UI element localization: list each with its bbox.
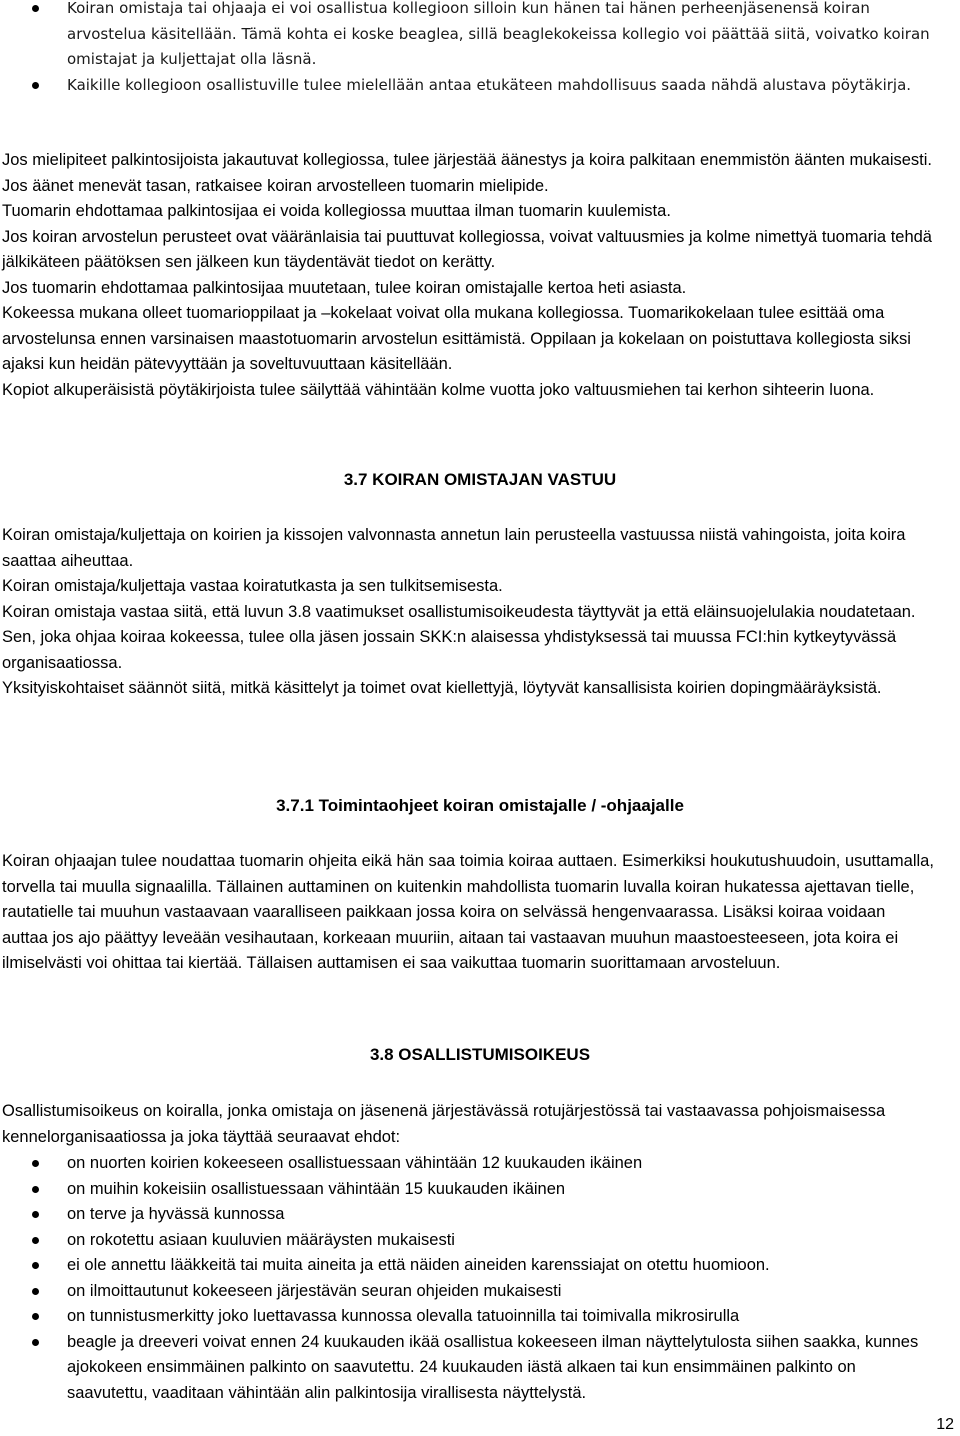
paragraph: Koiran omistaja/kuljettaja vastaa koiratutkasta ja sen tulkitsemisesta.	[2, 577, 503, 595]
paragraph: Jos koiran arvostelun perusteet ovat vääränlaisia tai puuttuvat kollegiossa, voivat valtuusmies ja kolme nimettyä tuomaria tehdä jälkikäteen päätöksen sen jälkeen kun täydentävät tiedot on kerätty.	[2, 227, 932, 271]
list-item-text: on nuorten koirien kokeeseen osallistuessaan vähintään 12 kuukauden ikäinen	[67, 1154, 643, 1172]
list-item	[0, 1177, 960, 1203]
paragraph: Koiran omistaja/kuljettaja on koirien ja kissojen valvonnasta annetun lain perusteella vastuussa niistä vahingoista, joita koira saattaa aiheuttaa.	[2, 526, 906, 570]
bullet-icon	[32, 1211, 39, 1218]
list-item	[0, 0, 960, 73]
list-item-text: Koiran omistaja tai ohjaaja ei voi osallistua kollegioon silloin kun hänen tai hänen perheenjäsenensä koiran arvostelua käsitellään. Tämä kohta ei koske beaglea, sillä beaglekokeissa kollegio voi päättää siitä, voivatko koiran omistajat ja kuljettajat olla läsnä.	[67, 0, 930, 68]
kollegio-paragraphs	[0, 148, 960, 403]
paragraph: Tuomarin ehdottamaa palkintosijaa ei voida kollegiossa muuttaa ilman tuomarin kuulemista.	[2, 202, 671, 220]
list-item-text: on terve ja hyvässä kunnossa	[67, 1205, 285, 1223]
list-item-text: ei ole annettu lääkkeitä tai muita aineita ja että näiden aineiden karenssiajat on otettu huomioon.	[67, 1256, 770, 1274]
eligibility-bullet-list	[0, 1151, 960, 1406]
paragraph: Sen, joka ohjaa koiraa kokeessa, tulee olla jäsen jossain SKK:n alaisessa yhdistyksessä tai muussa FCI:hin kytkeytyvässä organisaatiossa.	[2, 628, 897, 672]
paragraph: Yksityiskohtaiset säännöt siitä, mitkä käsittelyt ja toimet ovat kiellettyjä, löytyvät kansallisista koirien dopingmääräyksistä.	[2, 679, 882, 697]
section-heading-3-8: 3.8 OSALLISTUMISOIKEUS	[369, 1045, 591, 1064]
bullet-icon	[32, 1160, 39, 1167]
section-3-7-body	[0, 523, 960, 702]
list-item	[0, 1253, 960, 1279]
section-3-7-1-body	[0, 849, 960, 977]
list-item	[0, 1202, 960, 1228]
paragraph: Kokeessa mukana olleet tuomarioppilaat ja –kokelaat voivat olla mukana kollegiossa. Tuomarikokelaan tulee esittää oma arvostelunsa ennen varsinaisen maastotuomarin arvostelun esittämistä. Oppilaan ja kokelaan on poistuttava kollegiosta siksi ajaksi kun heidän pätevyyttään ja soveltuvuuttaan käsitellään.	[2, 304, 911, 373]
list-item-text: Kaikille kollegioon osallistuville tulee mielellään antaa etukäteen mahdollisuus saada nähdä alustava pöytäkirja.	[67, 75, 912, 94]
paragraph: Jos mielipiteet palkintosijoista jakautuvat kollegiossa, tulee järjestää äänestys ja koira palkitaan enemmistön äänten mukaisesti. Jos äänet menevät tasan, ratkaisee koiran arvostelleen tuomarin mielipide.	[2, 151, 932, 195]
paragraph: Koiran omistaja vastaa siitä, että luvun 3.8 vaatimukset osallistumisoikeudesta täyttyvät ja että eläinsuojelulakia noudatetaan.	[2, 602, 916, 621]
bullet-icon	[32, 1288, 39, 1295]
paragraph: Kopiot alkuperäisistä pöytäkirjoista tulee säilyttää vähintään kolme vuotta joko valtuusmiehen tai kerhon sihteerin luona.	[2, 380, 875, 399]
bullet-icon	[32, 1237, 39, 1244]
section-heading-3-7-1: 3.7.1 Toimintaohjeet koiran omistajalle / -ohjaajalle	[276, 796, 684, 815]
list-item	[0, 73, 960, 99]
section-3-8-intro	[0, 1099, 960, 1150]
paragraph: Koiran ohjaajan tulee noudattaa tuomarin ohjeita eikä hän saa toimia koiraa auttaen. Esimerkiksi houkutushuudoin, usuttamalla, torvella tai muulla signaalilla. Tällainen auttaminen on kuitenkin mahdollista tuomarin luvalla koiran hukatessa ajettavan tielle, rautatielle tai muuhun vastaavaan vaaralliseen paikkaan jossa koira on selvässä hengenvaarassa. Lisäksi koiraa voidaan auttaa jos ajo päättyy leveään vesihautaan, korkeaan muuriin, aitaan tai vastaavan muuhun maastoesteeseen, jota koira ei ilmiselvästi voi ohittaa tai kiertää. Tällaisen auttamisen ei saa vaikuttaa tuomarin suorittamaan arvosteluun.	[2, 852, 934, 972]
list-item	[0, 1279, 960, 1305]
top-bullet-list	[0, 0, 960, 98]
bullet-icon	[32, 82, 39, 89]
bullet-icon	[32, 5, 39, 12]
list-item-text: on tunnistusmerkitty joko luettavassa kunnossa olevalla tatuoinnilla tai toimivalla mikrosirulla	[67, 1307, 740, 1325]
section-heading-3-7: 3.7 KOIRAN OMISTAJAN VASTUU	[343, 470, 617, 489]
paragraph: Osallistumisoikeus on koiralla, jonka omistaja on jäsenenä järjestävässä rotujärjestössä tai vastaavassa pohjoismaisessa kennelorganisaatiossa ja joka täyttää seuraavat ehdot:	[2, 1102, 886, 1146]
list-item-text: on ilmoittautunut kokeeseen järjestävän seuran ohjeiden mukaisesti	[67, 1281, 562, 1300]
list-item-text: on muihin kokeisiin osallistuessaan vähintään 15 kuukauden ikäinen	[67, 1179, 566, 1198]
list-item-text: beagle ja dreeveri voivat ennen 24 kuukauden ikää osallistua kokeeseen ilman näyttelytulosta siihen saakka, kunnes ajokokeen ensimmäinen palkinto on saavutettu. 24 kuukauden iästä alkaen tai kun ensimmäinen palkinto on saavutettu, vaaditaan vähintään alin palkintosija virallisesta näyttelystä.	[67, 1332, 919, 1402]
bullet-icon	[32, 1313, 39, 1320]
list-item	[0, 1228, 960, 1254]
list-item	[0, 1304, 960, 1330]
paragraph: Jos tuomarin ehdottamaa palkintosijaa muutetaan, tulee koiran omistajalle kertoa heti asiasta.	[2, 278, 687, 297]
bullet-icon	[32, 1262, 39, 1269]
bullet-icon	[32, 1186, 39, 1193]
bullet-icon	[32, 1339, 39, 1346]
page-number: 12	[936, 1416, 954, 1433]
list-item	[0, 1330, 960, 1407]
list-item-text: on rokotettu asiaan kuuluvien määräysten mukaisesti	[67, 1230, 455, 1249]
list-item	[0, 1151, 960, 1177]
